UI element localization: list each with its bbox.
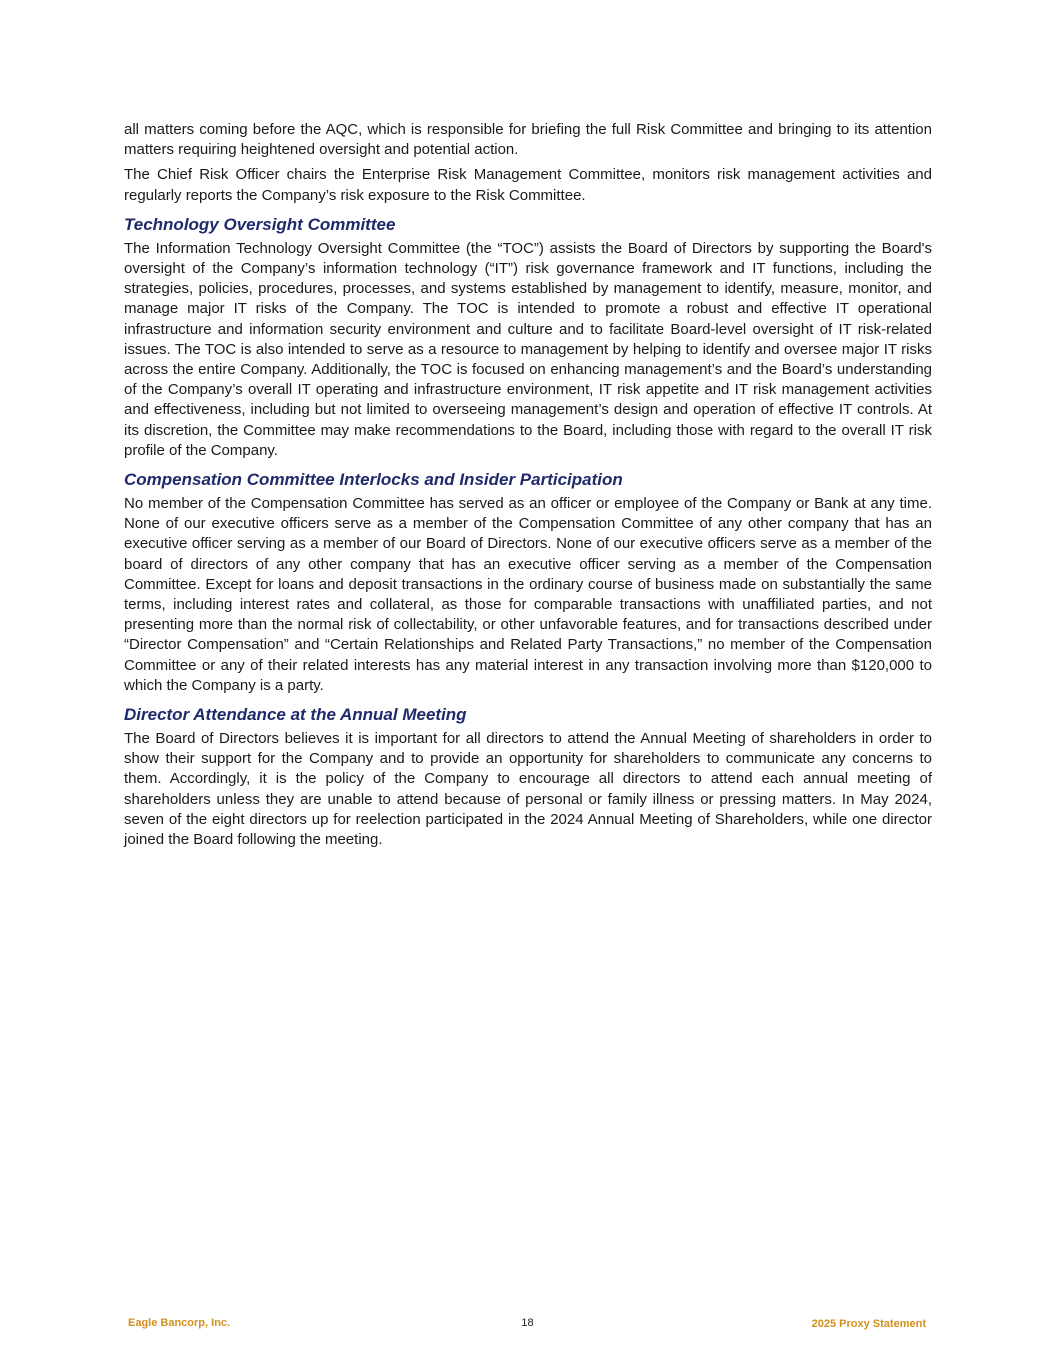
intro-paragraph-2: The Chief Risk Officer chairs the Enterprise Risk Management Committee, monitors risk management activities and regularly reports the Company’s risk exposure to the Risk Committee. bbox=[124, 166, 932, 204]
section-body-director-attendance: The Board of Directors believes it is important for all directors to attend the Annual Meeting of shareholders in order to show their support for the Company and to provide an opportunity for shareholders to communicate any concerns to them. Accordingly, it is the policy of the Company to encourage all directors to attend each annual meeting of shareholders unless they are unable to attend because of personal or family illness or pressing matters. In May 2024, seven of the eight directors up for reelection participated in the 2024 Annual Meeting of Shareholders, while one director joined the Board following the meeting. bbox=[124, 730, 932, 849]
section-heading-compensation-interlocks: Compensation Committee Interlocks and Insider Participation bbox=[124, 470, 623, 490]
section-heading-technology-oversight: Technology Oversight Committee bbox=[124, 214, 396, 234]
footer-company-name: Eagle Bancorp, Inc. bbox=[128, 1317, 231, 1329]
intro-paragraph-1: all matters coming before the AQC, which is responsible for briefing the full Risk Committee and bringing to its attention matters requiring heightened oversight and potential action. bbox=[124, 121, 932, 159]
section-body-technology-oversight: The Information Technology Oversight Committee (the “TOC”) assists the Board of Directors by supporting the Board's oversight of the Company’s information technology (“IT”) risk governance framework and IT functions, including the strategies, policies, procedures, processes, and systems established by management to identify, measure, monitor, and manage major IT risks of the Company. The TOC is intended to promote a robust and effective IT operational infrastructure and information security environment and culture and to facilitate Board-level oversight of IT risk-related issues. The TOC is also intended to serve as a resource to management by helping to identify and oversee major IT risks across the entire Company. Additionally, the TOC is focused on enhancing management’s and the Board’s understanding of the Company’s overall IT operating and infrastructure environment, IT risk appetite and IT risk management activities and effectiveness, including but not limited to overseeing management’s design and operation of effective IT controls. At its discretion, the Committee may make recommendations to the Board, including those with regard to the overall IT risk profile of the Company. bbox=[124, 239, 932, 459]
page-content bbox=[124, 120, 932, 855]
section-body-compensation-interlocks: No member of the Compensation Committee has served as an officer or employee of the Company or Bank at any time. None of our executive officers serve as a member of the Compensation Committee of any other company that has an executive officer serving as a member of our Board of Directors. None of our executive officers serve as a member of the board of directors of any other company that has an executive officer serving as a member of the Compensation Committee. Except for loans and deposit transactions in the ordinary course of business made on substantially the same terms, including interest rates and collateral, as those for comparable transactions with unaffiliated parties, and not presenting more than the normal risk of collectability, or other unfavorable features, and for transactions described under “Director Compensation” and “Certain Relationships and Related Party Transactions,” no member of the Compensation Committee or any of their related interests has any material interest in any transaction involving more than $120,000 to which the Company is a party. bbox=[124, 495, 932, 694]
footer-document-title: 2025 Proxy Statement bbox=[811, 1318, 926, 1330]
footer-page-number: 18 bbox=[521, 1317, 534, 1329]
section-heading-director-attendance: Director Attendance at the Annual Meeting bbox=[124, 705, 467, 725]
